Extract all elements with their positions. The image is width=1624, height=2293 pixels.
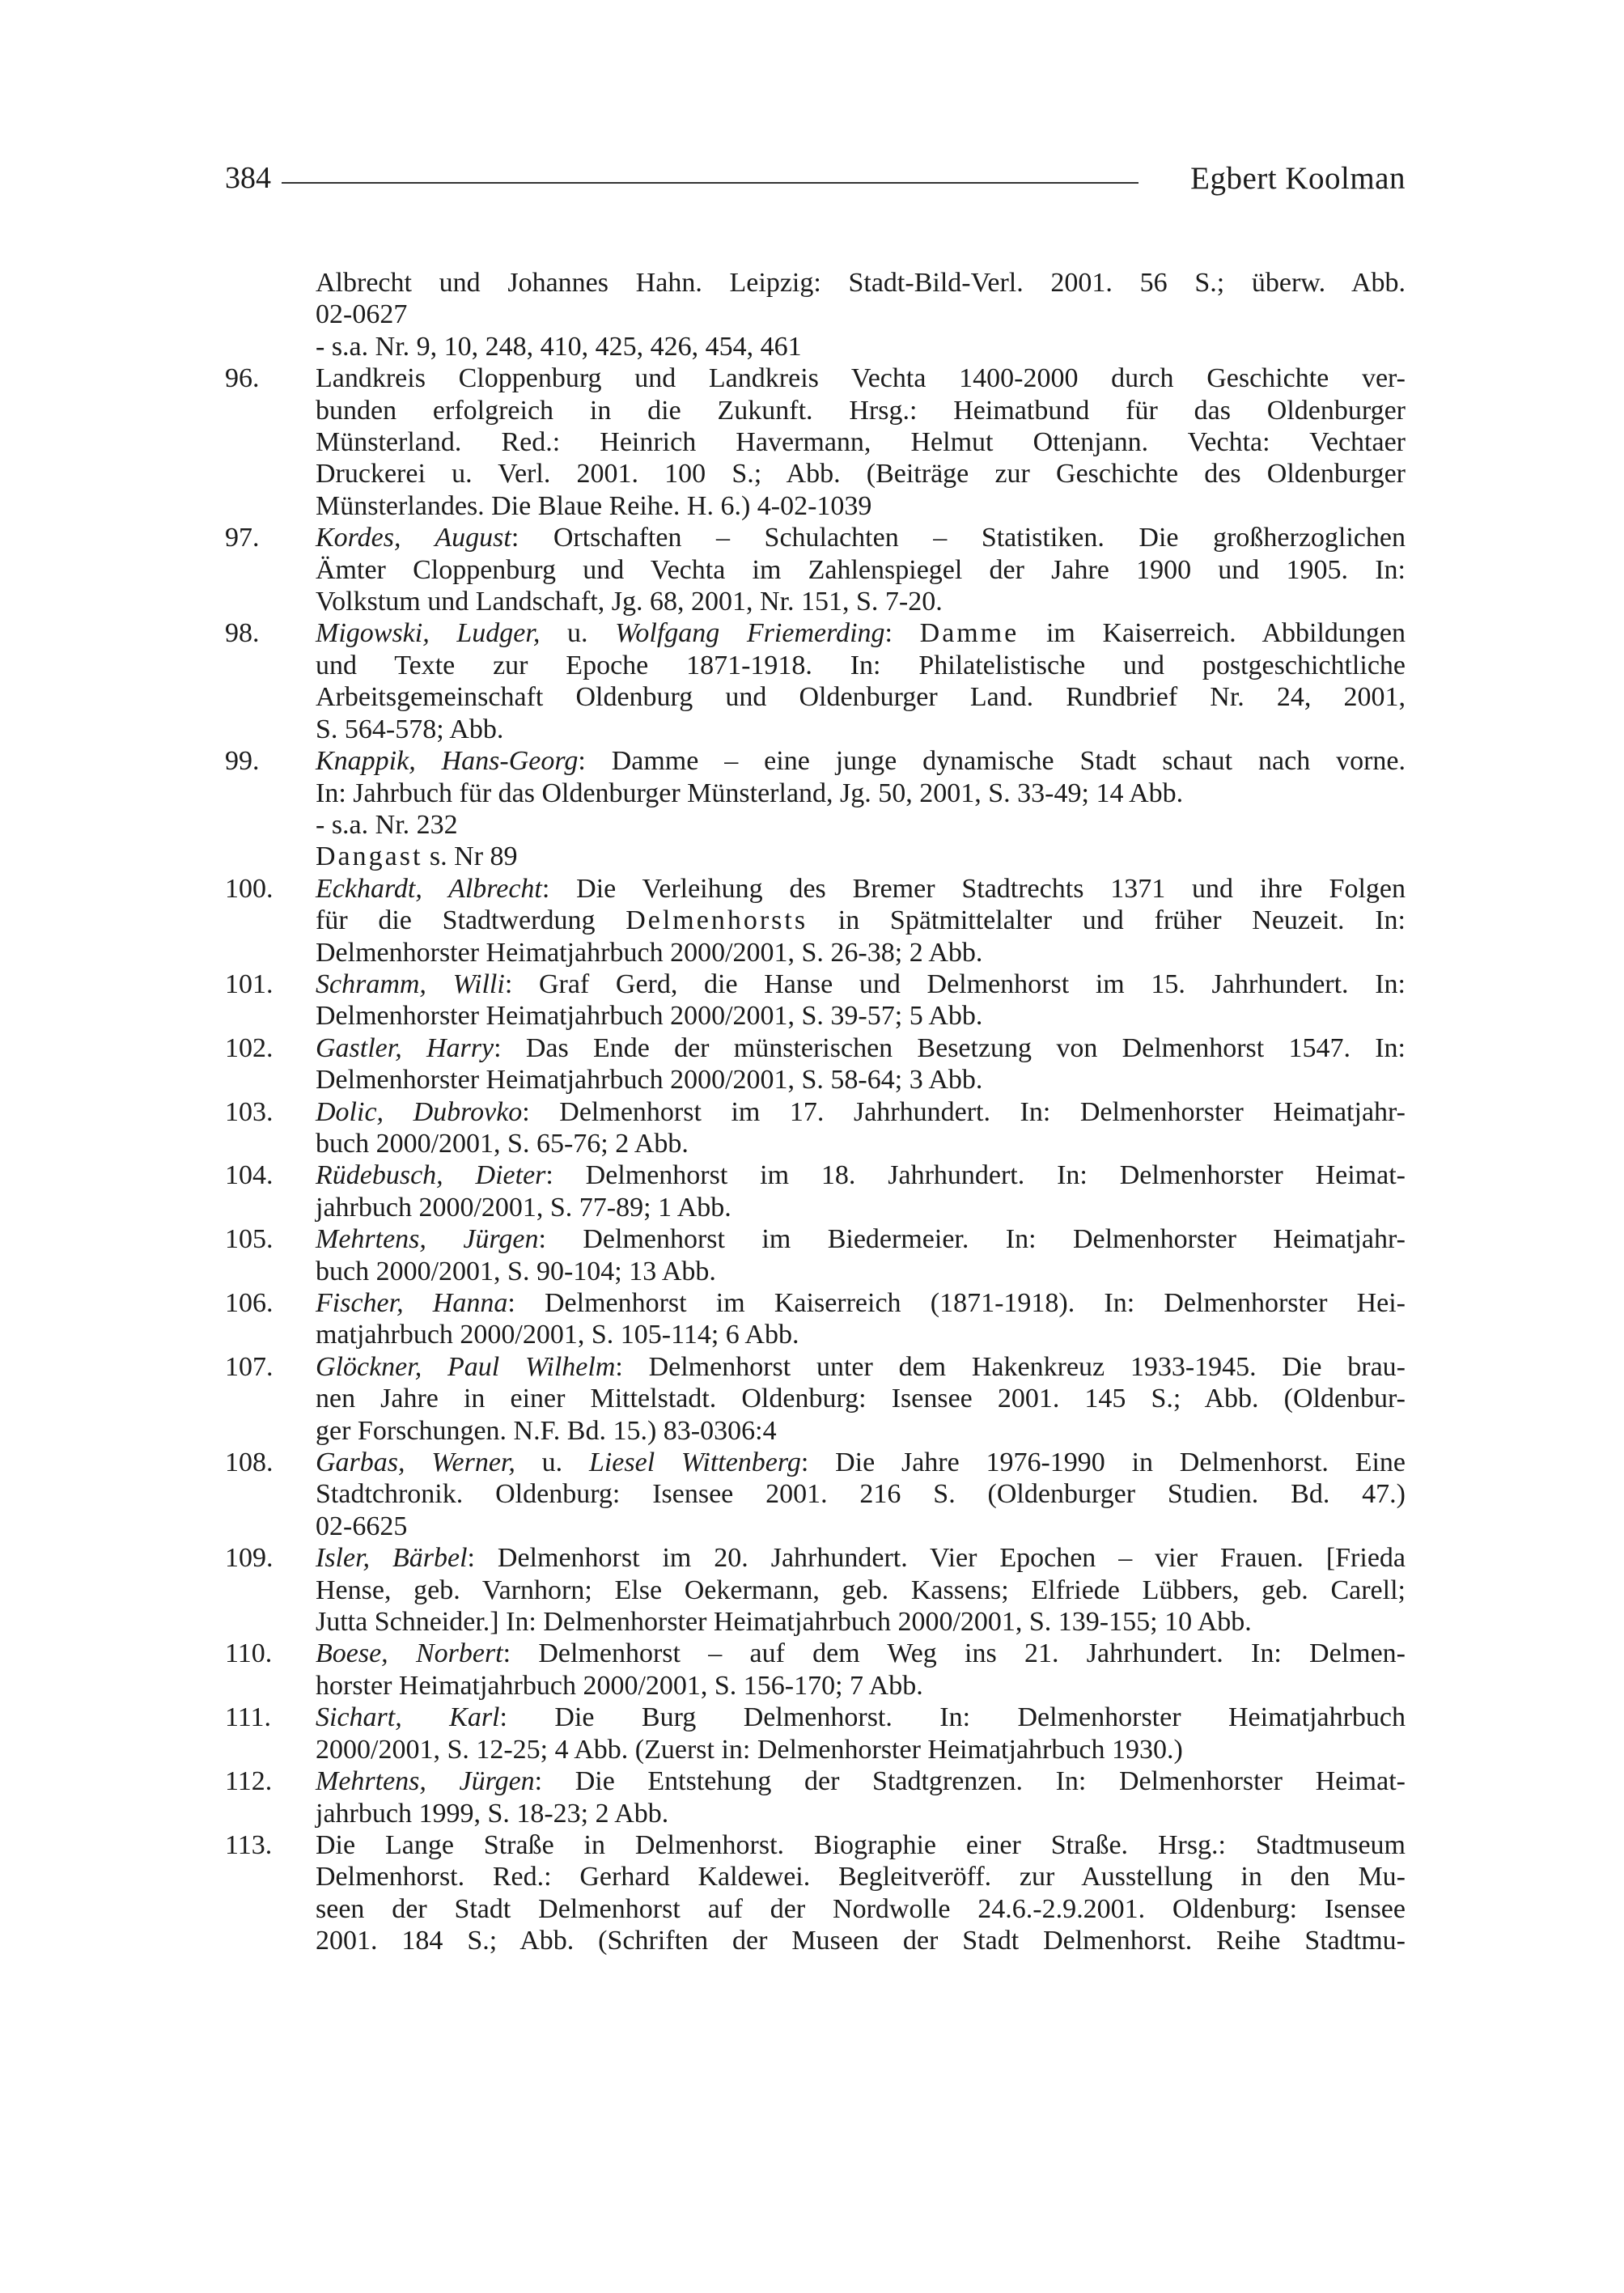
bibliography-list <box>225 267 1406 1957</box>
entry-line: S. 564-578; Abb. <box>316 714 504 744</box>
entry-line <box>316 617 1406 649</box>
entry-author: Rüdebusch, Dieter <box>316 1160 546 1191</box>
entry-113 <box>225 1829 1406 1957</box>
entry-108 <box>225 1447 1406 1542</box>
entry-author: Glöckner, Paul Wilhelm <box>316 1351 616 1382</box>
entry-96 <box>225 362 1406 522</box>
entry-number: 111. <box>225 1702 271 1733</box>
entry-line: 2001. 184 S.; Abb. (Schriften der Museen der Stadt Delmenhorst. Reihe Stadtmu- <box>316 1926 1406 1956</box>
entry-author: Dolic, Dubrovko <box>316 1096 523 1127</box>
entry-line: Delmenhorster Heimatjahrbuch 2000/2001, S. 26-38; 2 Abb. <box>316 937 983 968</box>
entry-97 <box>225 522 1406 617</box>
entry-line <box>316 1765 1406 1797</box>
entry-text: : Delmenhorst im 17. Jahrhundert. In: Delmenhorster Heimatjahr- <box>522 1096 1406 1127</box>
entry-101 <box>225 968 1406 1032</box>
entry-line: Volkstum und Landschaft, Jg. 68, 2001, Nr. 151, S. 7-20. <box>316 587 943 617</box>
entry-line: In: Jahrbuch für das Oldenburger Münsterland, Jg. 50, 2001, S. 33-49; 14 Abb. <box>316 778 1184 808</box>
entry-110 <box>225 1638 1406 1702</box>
entry-text: : Delmenhorst im Kaiserreich (1871-1918). In: Delmenhorster Hei- <box>507 1288 1406 1318</box>
entry-text: : Delmenhorst unter dem Hakenkreuz 1933-1945. Die brau- <box>615 1351 1406 1382</box>
entry-text: in Spätmittelalter und früher Neuzeit. In: <box>808 905 1406 936</box>
entry-line: Delmenhorster Heimatjahrbuch 2000/2001, S. 39-57; 5 Abb. <box>316 1001 983 1032</box>
entry-line: nen Jahre in einer Mittelstadt. Oldenburg: Isensee 2001. 145 S.; Abb. (Oldenbur- <box>316 1384 1406 1414</box>
entry-line: Landkreis Cloppenburg und Landkreis Vechta 1400-2000 durch Geschichte ver- <box>316 363 1406 394</box>
entry-number: 101. <box>225 968 273 999</box>
entry-place: Delmenhorsts <box>625 905 808 936</box>
entry-line: Münsterland. Red.: Heinrich Havermann, Helmut Ottenjann. Vechta: Vechtaer <box>316 427 1406 458</box>
entry-number: 100. <box>225 873 273 904</box>
entry-line: Jutta Schneider.] In: Delmenhorster Heimatjahrbuch 2000/2001, S. 139-155; 10 Abb. <box>316 1607 1252 1638</box>
entry-author: Gastler, Harry <box>316 1032 494 1063</box>
entry-line <box>316 1287 1406 1319</box>
entry-line: matjahrbuch 2000/2001, S. 105-114; 6 Abb. <box>316 1320 799 1350</box>
entry-author: Garbas, Werner, <box>316 1447 515 1478</box>
entry-line: Arbeitsgemeinschaft Oldenburg und Oldenburger Land. Rundbrief Nr. 24, 2001, <box>316 682 1406 713</box>
entry-line: ger Forschungen. N.F. Bd. 15.) 83-0306:4 <box>316 1415 777 1446</box>
entry-author: Fischer, Hanna <box>316 1288 508 1318</box>
entry-number: 102. <box>225 1032 273 1063</box>
entry-author: Mehrtens, Jürgen <box>316 1224 539 1255</box>
entry-number: 99. <box>225 746 260 777</box>
entry-number: 106. <box>225 1288 273 1318</box>
entry-line: bunden erfolgreich in die Zukunft. Hrsg.: Heimatbund für das Oldenburger <box>316 395 1406 426</box>
page-number: 384 <box>225 161 271 195</box>
entry-author: Sichart, Karl <box>316 1702 500 1733</box>
entry-112 <box>225 1765 1406 1829</box>
header-rule <box>282 182 1138 184</box>
entry-text: für die Stadtwerdung <box>316 905 626 936</box>
entry-line <box>316 1638 1406 1669</box>
entry-author: Knappik, Hans-Georg <box>316 746 579 777</box>
entry-line: 02-0627 <box>316 299 408 330</box>
entry-author: Boese, Norbert <box>316 1638 503 1669</box>
entry-line <box>316 1542 1406 1574</box>
entry-line: Die Lange Straße in Delmenhorst. Biographie einer Straße. Hrsg.: Stadtmuseum <box>316 1829 1406 1860</box>
entry-author: Eckhardt, Albrecht <box>316 873 542 904</box>
entry-number: 112. <box>225 1766 273 1797</box>
entry-text: : Delmenhorst im 18. Jahrhundert. In: Delmenhorster Heimat- <box>545 1160 1406 1191</box>
entry-line: buch 2000/2001, S. 90-104; 13 Abb. <box>316 1256 716 1286</box>
entry-line: Druckerei u. Verl. 2001. 100 S.; Abb. (Beiträge zur Geschichte des Oldenburger <box>316 459 1406 490</box>
entry-100 <box>225 873 1406 968</box>
entry-109 <box>225 1542 1406 1638</box>
entry-line: Hense, geb. Varnhorn; Else Oekermann, geb. Kassens; Elfriede Lübbers, geb. Carell; <box>316 1575 1406 1605</box>
entry-line: jahrbuch 1999, S. 18-23; 2 Abb. <box>316 1798 669 1829</box>
entry-author: Isler, Bärbel <box>316 1543 468 1574</box>
entry-text: : Delmenhorst – auf dem Weg ins 21. Jahrhundert. In: Delmen- <box>502 1638 1406 1669</box>
entry-author: Wolfgang Friemerding <box>615 618 885 649</box>
entry-line <box>316 873 1406 905</box>
entry-line <box>316 968 1406 1000</box>
entry-line <box>316 1223 1406 1255</box>
entry-99 <box>225 745 1406 841</box>
entry-number: 108. <box>225 1447 273 1478</box>
entry-line: Münsterlandes. Die Blaue Reihe. H. 6.) 4-02-1039 <box>316 490 872 521</box>
entry-line <box>316 1351 1406 1383</box>
entry-105 <box>225 1223 1406 1287</box>
entry-104 <box>225 1159 1406 1223</box>
entry-line: jahrbuch 2000/2001, S. 77-89; 1 Abb. <box>316 1192 731 1223</box>
entry-98 <box>225 617 1406 745</box>
entry-text: : Die Burg Delmenhorst. In: Delmenhorster Heimatjahrbuch <box>499 1702 1406 1733</box>
entry-line <box>316 1702 1406 1733</box>
entry-line <box>316 905 1406 936</box>
entry-line: und Texte zur Epoche 1871-1918. In: Philatelistische und postgeschichtliche <box>316 650 1406 680</box>
entry-text: : Die Entstehung der Stadtgrenzen. In: Delmenhorster Heimat- <box>534 1766 1406 1797</box>
entry-text: : Graf Gerd, die Hanse und Delmenhorst im 15. Jahrhundert. In: <box>504 968 1406 999</box>
entry-103 <box>225 1096 1406 1160</box>
entry-number: 110. <box>225 1638 273 1669</box>
entry-line <box>316 1032 1406 1064</box>
entry-author: Migowski, Ludger, <box>316 618 541 649</box>
entry-line: Ämter Cloppenburg und Vechta im Zahlenspiegel der Jahre 1900 und 1905. In: <box>316 554 1406 585</box>
entry-author: Liesel Wittenberg <box>588 1447 801 1478</box>
entry-text: : Damme – eine junge dynamische Stadt schaut nach vorne. <box>578 746 1406 777</box>
entry-111 <box>225 1702 1406 1765</box>
entry-line <box>316 522 1406 553</box>
entry-line <box>316 745 1406 777</box>
entry-line <box>316 841 1406 872</box>
entry-line: buch 2000/2001, S. 65-76; 2 Abb. <box>316 1128 689 1159</box>
entry-text: : Die Jahre 1976-1990 in Delmenhorst. Eine <box>800 1447 1406 1478</box>
entry-number: 109. <box>225 1543 273 1574</box>
entry-text: im Kaiserreich. Abbildungen <box>1019 618 1406 649</box>
entry-text: : Das Ende der münsterischen Besetzung von Delmenhorst 1547. In: <box>494 1032 1406 1063</box>
entry-text: s. Nr 89 <box>422 841 518 872</box>
entry-place: Damme <box>919 618 1020 649</box>
entry-line <box>316 1447 1406 1478</box>
entry-number: 107. <box>225 1351 273 1382</box>
entry-line: Delmenhorster Heimatjahrbuch 2000/2001, S. 58-64; 3 Abb. <box>316 1065 983 1096</box>
entry-author: Schramm, Willi <box>316 968 505 999</box>
entry-line: seen der Stadt Delmenhorst auf der Nordwolle 24.6.-2.9.2001. Oldenburg: Isensee <box>316 1893 1406 1924</box>
entry-number: 97. <box>225 523 260 553</box>
entry-line: 02-6625 <box>316 1511 408 1541</box>
entry-author: Mehrtens, Jürgen <box>316 1766 535 1797</box>
entry-line: Delmenhorst. Red.: Gerhard Kaldewei. Begleitveröff. zur Ausstellung in den Mu- <box>316 1862 1406 1892</box>
entry-line: Stadtchronik. Oldenburg: Isensee 2001. 216 S. (Oldenburger Studien. Bd. 47.) <box>316 1479 1406 1510</box>
entry-number: 98. <box>225 618 260 649</box>
entry-106 <box>225 1287 1406 1351</box>
entry-number: 105. <box>225 1224 273 1255</box>
entry-line <box>316 1159 1406 1191</box>
entry-text: : Delmenhorst im 20. Jahrhundert. Vier Epochen – vier Frauen. [Frieda <box>467 1543 1406 1574</box>
page-header <box>225 160 1406 209</box>
entry-number: 104. <box>225 1160 273 1191</box>
entry-line: Albrecht und Johannes Hahn. Leipzig: Stadt-Bild-Verl. 2001. 56 S.; überw. Abb. <box>316 268 1406 298</box>
entry-text: : Ortschaften – Schulachten – Statistiken. Die großherzoglichen <box>511 523 1406 553</box>
entry-107 <box>225 1351 1406 1447</box>
entry-number: 103. <box>225 1096 273 1127</box>
entry-place: Dangast <box>316 841 423 872</box>
entry-conjunction: u. <box>540 618 616 649</box>
place-heading-dangast <box>225 841 1406 872</box>
entry-line: horster Heimatjahrbuch 2000/2001, S. 156-170; 7 Abb. <box>316 1670 923 1701</box>
entry-number: 96. <box>225 363 260 394</box>
running-head-author: Egbert Koolman <box>1190 161 1406 196</box>
entry-line: - s.a. Nr. 9, 10, 248, 410, 425, 426, 454, 461 <box>316 331 802 362</box>
entry-continuation <box>225 267 1406 362</box>
entry-line <box>316 1096 1406 1128</box>
entry-conjunction: u. <box>515 1447 589 1478</box>
entry-author: Kordes, August <box>316 523 511 553</box>
entry-text: : Delmenhorst im Biedermeier. In: Delmenhorster Heimatjahr- <box>538 1224 1406 1255</box>
entry-102 <box>225 1032 1406 1096</box>
entry-number: 113. <box>225 1829 273 1860</box>
entry-text: : Die Verleihung des Bremer Stadtrechts 1371 und ihre Folgen <box>541 873 1406 904</box>
entry-line: 2000/2001, S. 12-25; 4 Abb. (Zuerst in: Delmenhorster Heimatjahrbuch 1930.) <box>316 1734 1183 1765</box>
entry-text: : <box>884 618 920 649</box>
entry-line: - s.a. Nr. 232 <box>316 809 458 840</box>
